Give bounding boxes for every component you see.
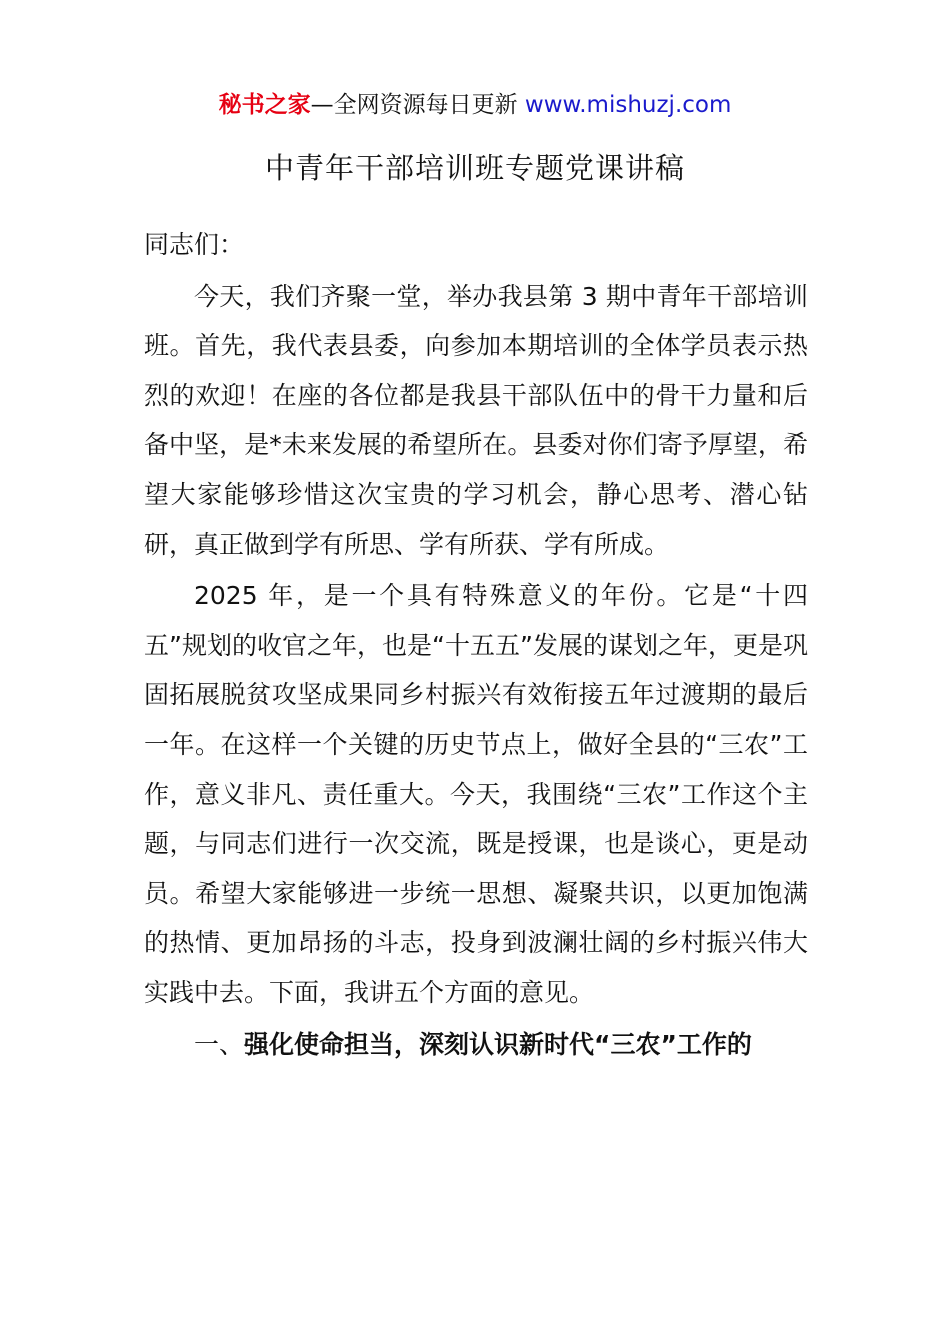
section-heading-text: 强化使命担当，深刻认识新时代“三农”工作的 [244, 1029, 752, 1059]
header-tagline: —全网资源每日更新 [310, 92, 518, 118]
site-url-link[interactable]: www.mishuzj.com [524, 92, 732, 118]
brand-name: 秘书之家 [218, 92, 311, 118]
salutation: 同志们： [144, 230, 245, 259]
paragraph-context: 2025 年，是一个具有特殊意义的年份。它是“十四五”规划的收官之年，也是“十五五”发展的谋划之年，更是巩固拓展脱贫攻坚成果同乡村振兴有效衔接五年过渡期的最后一年。在这样一个关键的历史节点上，做好全县的“三农”工作，意义非凡、责任重大。今天，我围绕“三农”工作这个主题，与同志们进行一次交流，既是授课，也是谈心，更是动员。希望大家能够进一步统一思想、凝聚共识，以更加饱满的热情、更加昂扬的斗志，投身到波澜壮阔的乡村振兴伟大实践中去。下面，我讲五个方面的意见。 [144, 581, 808, 1007]
section-heading-1 [144, 1020, 808, 1070]
section-heading-number: 一、 [194, 1029, 245, 1059]
document-body [144, 220, 808, 1069]
site-header [0, 88, 950, 122]
paragraph-intro: 今天，我们齐聚一堂，举办我县第 3 期中青年干部培训班。首先，我代表县委，向参加本期培训的全体学员表示热烈的欢迎！在座的各位都是我县干部队伍中的骨干力量和后备中坚，是*未来发展的希望所在。县委对你们寄予厚望，希望大家能够珍惜这次宝贵的学习机会，静心思考、潜心钻研，真正做到学有所思、学有所获、学有所成。 [144, 281, 808, 559]
document-title: 中青年干部培训班专题党课讲稿 [264, 151, 685, 185]
